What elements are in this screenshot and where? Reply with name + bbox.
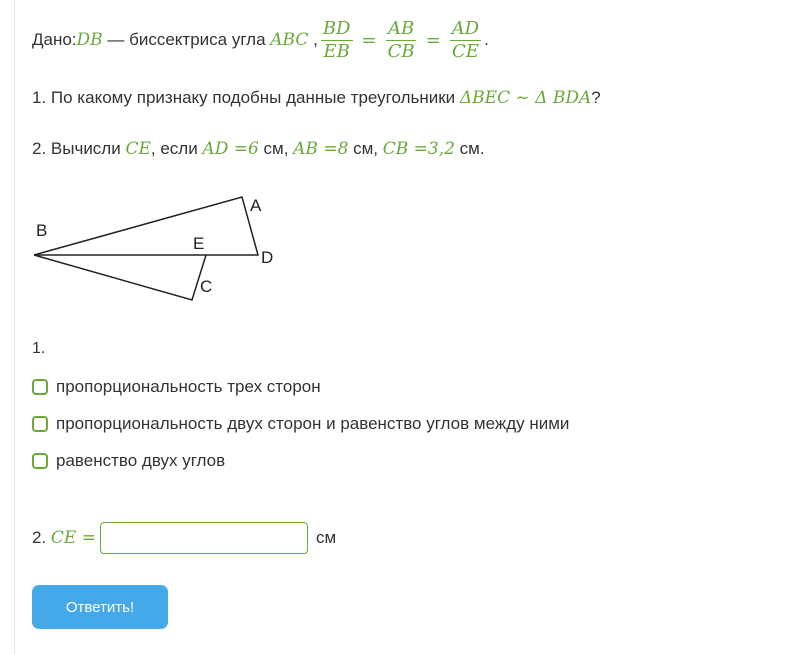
- answer-1-label: 1.: [32, 340, 46, 357]
- given-statement: [32, 10, 489, 70]
- answer-2-ce: CE =: [50, 528, 96, 548]
- content-left-border: [14, 0, 15, 654]
- question-2: [32, 139, 485, 159]
- question-1-text: 1. По какому признаку подобны данные треугольники: [32, 88, 460, 107]
- option-label: равенство двух углов: [56, 451, 226, 470]
- given-bisector-text: — биссектриса угла: [102, 30, 271, 49]
- submit-button[interactable]: Ответить!: [32, 585, 168, 629]
- checkbox[interactable]: [32, 379, 48, 395]
- option-three-sides[interactable]: [32, 377, 321, 397]
- ce-answer-input[interactable]: [100, 522, 308, 554]
- ad-value: AD =6: [202, 139, 259, 159]
- checkbox[interactable]: [32, 453, 48, 469]
- triangle-bda-shape: [34, 197, 258, 255]
- question-1: [32, 88, 601, 108]
- question-2-if: , если: [150, 139, 203, 158]
- point-a-label: A: [250, 196, 262, 215]
- question-2-prefix: 2. Вычисли: [32, 139, 126, 158]
- fraction-denominator: CE: [451, 40, 479, 62]
- option-two-sides-angle[interactable]: [32, 414, 569, 434]
- option-two-angles[interactable]: [32, 451, 225, 471]
- equals-sign: =: [425, 29, 441, 51]
- triangle-bec-shape: [34, 255, 206, 300]
- question-mark: ?: [591, 88, 601, 107]
- cb-value: CB =3,2: [382, 139, 455, 159]
- triangle-figure: [28, 190, 298, 310]
- point-e-label: E: [193, 234, 205, 253]
- point-c-label: C: [200, 277, 213, 296]
- fraction-denominator: CB: [387, 40, 415, 62]
- point-d-label: D: [261, 248, 274, 267]
- unit-text: см,: [348, 139, 383, 158]
- given-abc: ABC: [270, 30, 309, 50]
- answer-2-row: [32, 522, 336, 554]
- fraction-ad-ce: [450, 19, 481, 62]
- fraction-numerator: AB: [387, 17, 415, 39]
- unit-text: см.: [454, 139, 485, 158]
- given-comma: ,: [308, 30, 318, 49]
- checkbox[interactable]: [32, 416, 48, 432]
- option-label: пропорциональность двух сторон и равенство углов между ними: [56, 414, 570, 433]
- fraction-numerator: AD: [451, 17, 480, 39]
- equals-sign: =: [361, 29, 377, 51]
- fraction-denominator: EB: [323, 40, 350, 62]
- fraction-numerator: BD: [322, 17, 351, 39]
- answer-2-unit: см: [315, 528, 337, 547]
- option-label: пропорциональность трех сторон: [56, 377, 321, 396]
- given-prefix: Дано:: [32, 30, 77, 49]
- point-b-label: B: [36, 221, 48, 240]
- triangle-bda: Δ BDA: [535, 88, 592, 108]
- similar-sign: ~: [510, 88, 536, 108]
- unit-text: см,: [258, 139, 294, 158]
- fraction-bd-eb: [321, 19, 353, 62]
- given-db: DB: [76, 30, 103, 50]
- segment-ce: CE: [125, 139, 151, 159]
- ab-value: AB =8: [293, 139, 349, 159]
- triangle-bec: ΔBEC: [459, 88, 511, 108]
- answer-2-prefix: 2.: [32, 528, 51, 547]
- given-period: .: [484, 30, 489, 49]
- fraction-ab-cb: [386, 19, 417, 62]
